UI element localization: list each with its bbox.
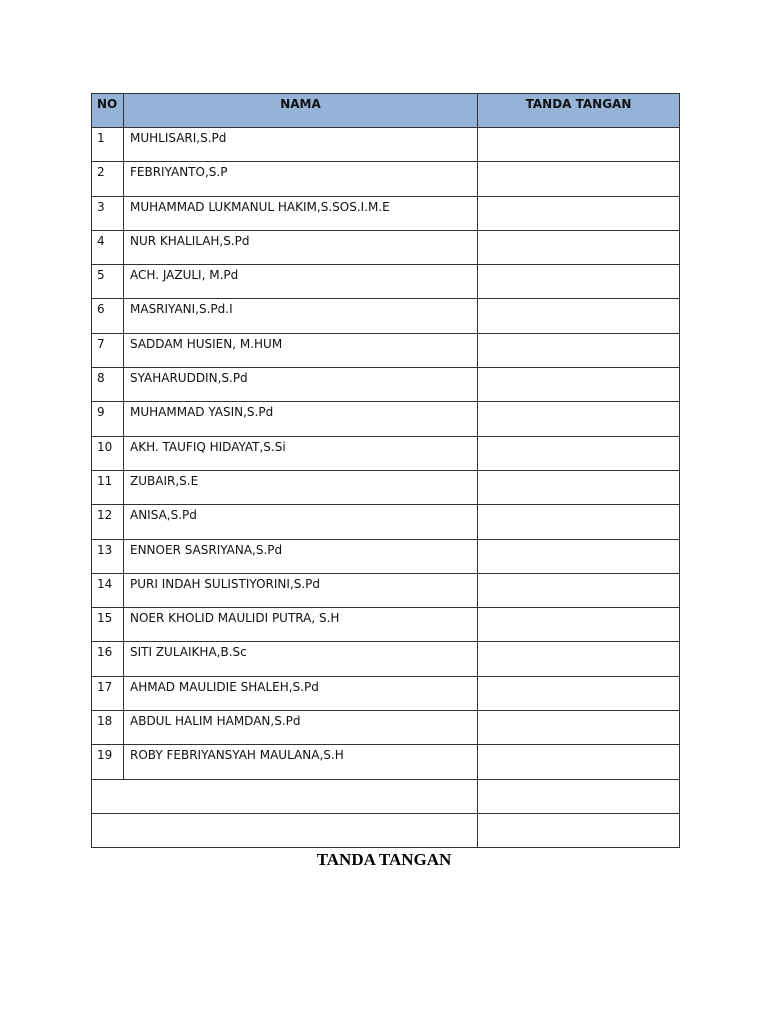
table-row — [92, 608, 680, 642]
row-number: 10 — [92, 436, 124, 470]
table-row — [92, 505, 680, 539]
signature-cell[interactable] — [478, 608, 680, 642]
signature-cell[interactable] — [478, 676, 680, 710]
row-name: ZUBAIR,S.E — [124, 470, 478, 504]
row-name: ENNOER SASRIYANA,S.Pd — [124, 539, 478, 573]
row-name: NOER KHOLID MAULIDI PUTRA, S.H — [124, 608, 478, 642]
table-row — [92, 539, 680, 573]
empty-name-cell[interactable] — [92, 813, 478, 847]
row-name: ROBY FEBRIYANSYAH MAULANA,S.H — [124, 745, 478, 779]
row-name: ACH. JAZULI, M.Pd — [124, 265, 478, 299]
table-row — [92, 333, 680, 367]
table-header-row — [92, 94, 680, 128]
table-row — [92, 711, 680, 745]
row-number: 5 — [92, 265, 124, 299]
row-number: 11 — [92, 470, 124, 504]
signature-cell[interactable] — [478, 813, 680, 847]
row-number: 16 — [92, 642, 124, 676]
table-row — [92, 230, 680, 264]
signature-cell[interactable] — [478, 196, 680, 230]
row-name: FEBRIYANTO,S.P — [124, 162, 478, 196]
header-nama: NAMA — [124, 94, 478, 128]
empty-row — [92, 813, 680, 847]
row-name: ABDUL HALIM HAMDAN,S.Pd — [124, 711, 478, 745]
row-name: SITI ZULAIKHA,B.Sc — [124, 642, 478, 676]
table-row — [92, 162, 680, 196]
row-number: 7 — [92, 333, 124, 367]
signature-cell[interactable] — [478, 333, 680, 367]
signature-cell[interactable] — [478, 128, 680, 162]
row-name: SYAHARUDDIN,S.Pd — [124, 368, 478, 402]
row-number: 14 — [92, 573, 124, 607]
signature-cell[interactable] — [478, 402, 680, 436]
table-row — [92, 470, 680, 504]
signature-cell[interactable] — [478, 299, 680, 333]
row-number: 8 — [92, 368, 124, 402]
row-number: 3 — [92, 196, 124, 230]
row-number: 12 — [92, 505, 124, 539]
row-name: MUHAMMAD YASIN,S.Pd — [124, 402, 478, 436]
row-number: 2 — [92, 162, 124, 196]
row-number: 1 — [92, 128, 124, 162]
attendance-sheet — [91, 93, 679, 848]
signature-cell[interactable] — [478, 436, 680, 470]
empty-row — [92, 779, 680, 813]
signature-cell[interactable] — [478, 745, 680, 779]
signature-cell[interactable] — [478, 573, 680, 607]
table-row — [92, 402, 680, 436]
row-name: ANISA,S.Pd — [124, 505, 478, 539]
row-number: 15 — [92, 608, 124, 642]
header-tanda-tangan: TANDA TANGAN — [478, 94, 680, 128]
table-row — [92, 436, 680, 470]
signature-cell[interactable] — [478, 470, 680, 504]
signature-table — [91, 93, 680, 848]
empty-name-cell[interactable] — [92, 779, 478, 813]
table-row — [92, 128, 680, 162]
signature-cell[interactable] — [478, 230, 680, 264]
signature-cell[interactable] — [478, 265, 680, 299]
header-no: NO — [92, 94, 124, 128]
table-row — [92, 299, 680, 333]
row-number: 4 — [92, 230, 124, 264]
row-name: MASRIYANI,S.Pd.I — [124, 299, 478, 333]
table-row — [92, 745, 680, 779]
signature-cell[interactable] — [478, 368, 680, 402]
signature-cell[interactable] — [478, 505, 680, 539]
table-body — [92, 128, 680, 848]
footer-title: TANDA TANGAN — [316, 850, 452, 869]
row-name: MUHAMMAD LUKMANUL HAKIM,S.SOS.I.M.E — [124, 196, 478, 230]
signature-cell[interactable] — [478, 779, 680, 813]
signature-cell[interactable] — [478, 162, 680, 196]
row-number: 13 — [92, 539, 124, 573]
row-name: AHMAD MAULIDIE SHALEH,S.Pd — [124, 676, 478, 710]
row-name: AKH. TAUFIQ HIDAYAT,S.Si — [124, 436, 478, 470]
table-row — [92, 573, 680, 607]
row-number: 6 — [92, 299, 124, 333]
row-number: 19 — [92, 745, 124, 779]
row-number: 9 — [92, 402, 124, 436]
row-name: MUHLISARI,S.Pd — [124, 128, 478, 162]
row-name: PURI INDAH SULISTIYORINI,S.Pd — [124, 573, 478, 607]
table-row — [92, 642, 680, 676]
table-row — [92, 676, 680, 710]
row-number: 18 — [92, 711, 124, 745]
row-name: NUR KHALILAH,S.Pd — [124, 230, 478, 264]
table-row — [92, 196, 680, 230]
table-row — [92, 368, 680, 402]
row-name: SADDAM HUSIEN, M.HUM — [124, 333, 478, 367]
signature-cell[interactable] — [478, 539, 680, 573]
signature-cell[interactable] — [478, 711, 680, 745]
row-number: 17 — [92, 676, 124, 710]
signature-cell[interactable] — [478, 642, 680, 676]
table-row — [92, 265, 680, 299]
